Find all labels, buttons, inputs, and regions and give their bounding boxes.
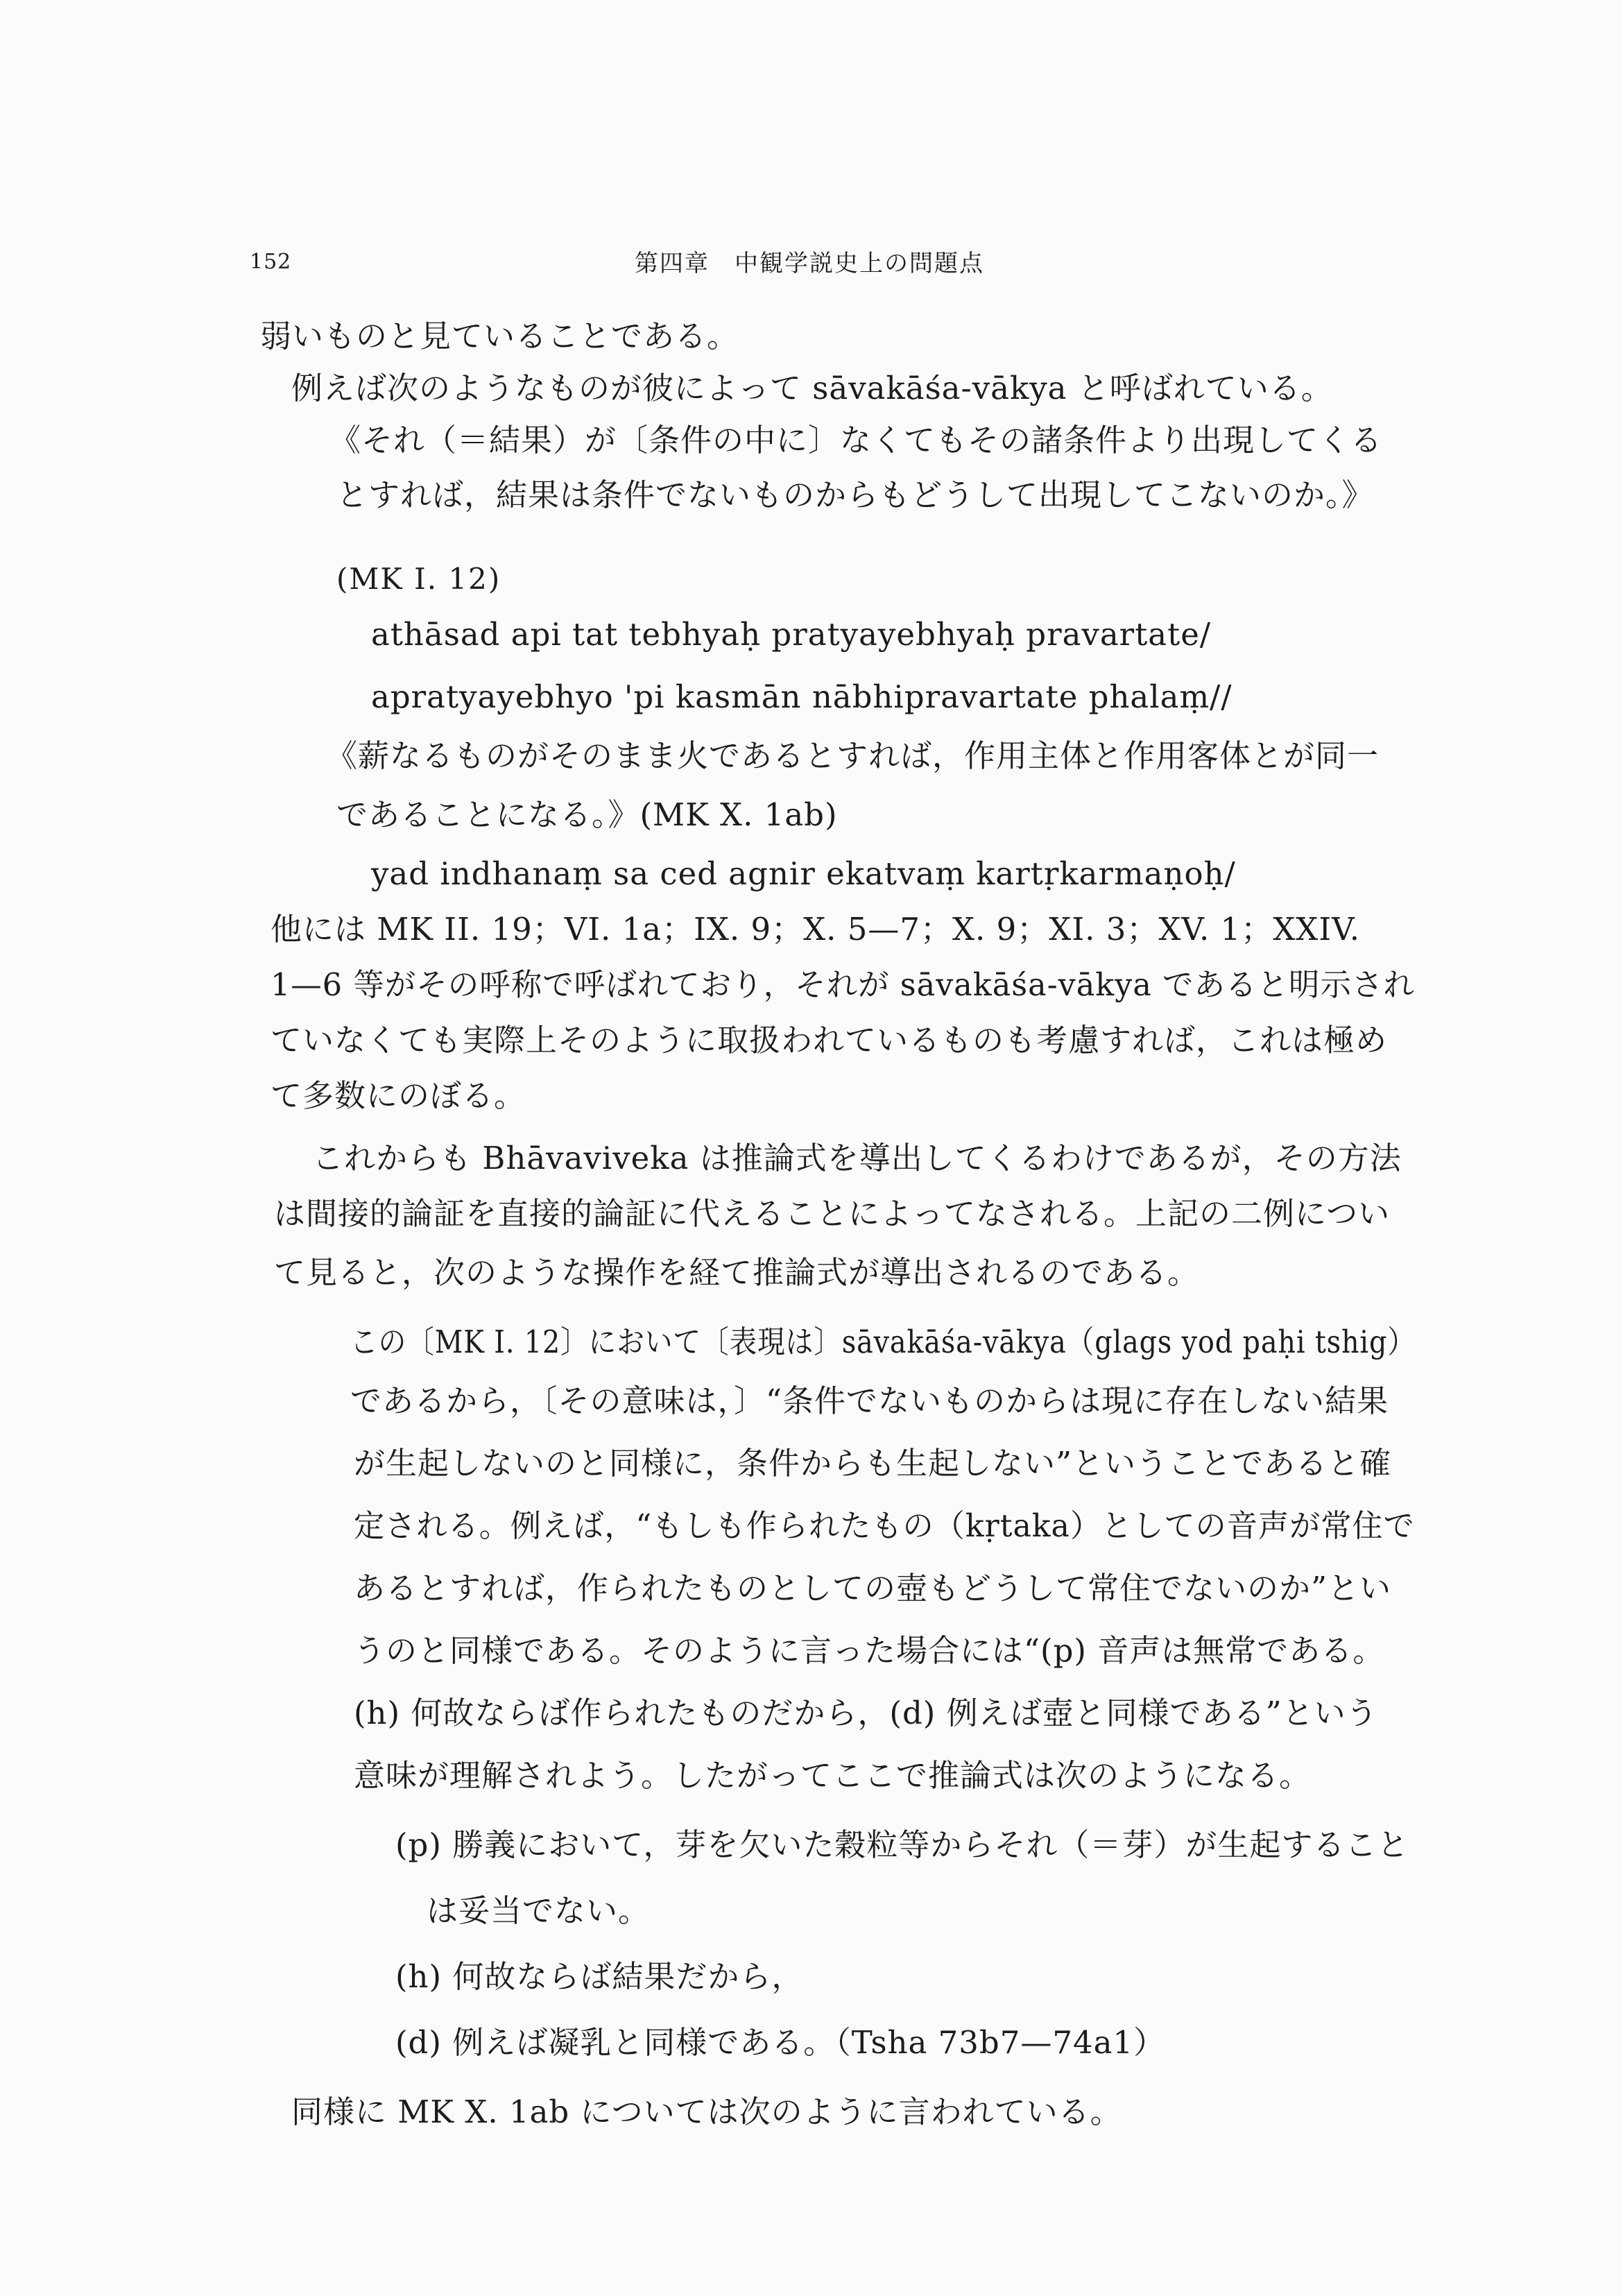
quote-line: が生起しないのと同様に，条件からも生起しない”ということであると確 [354,1445,1392,1482]
text-line: て見ると，次のような操作を経て推論式が導出されるのである。 [274,1254,1200,1291]
running-title: 第四章 中観学説史上の問題点 [635,250,984,277]
text-line: 同様に MK X. 1ab については次のように言われている。 [291,2093,1122,2130]
text-line: これからも Bhāvaviveka は推論式を導出してくるわけであるが，その方法 [312,1140,1402,1176]
text-line: は間接的論証を直接的論証に代えることによってなされる。上記の二例につい [274,1195,1391,1232]
citation-line: (MK I. 12) [336,562,501,596]
text-line: 例えば次のようなものが彼によって sāvakāśa-vākya と呼ばれている。 [291,370,1333,406]
quote-line: この〔MK I. 12〕において〔表現は〕sāvakāśa-vākya（glags yod paḥi tshig） [350,1323,1416,1360]
quote-line: 定される。例えば，“もしも作られたもの（kṛtaka）としての音声が常住で [354,1507,1415,1544]
text-line: ていなくても実際上そのように取扱われているものも考慮すれば，これは極め [270,1022,1388,1059]
syllogism-line: は妥当でない。 [427,1892,651,1929]
quote-line: とすれば，結果は条件でないものからもどうして出現してこないのか。》 [336,477,1374,513]
syllogism-line: (p) 勝義において，芽を欠いた穀粒等からそれ（＝芽）が生起すること [395,1826,1409,1863]
quote-line: (h) 何故ならば作られたものだから，(d) 例えば壺と同様である”という [354,1695,1378,1731]
page-number: 152 [250,250,292,274]
text-line: 他には MK II. 19；VI. 1a；IX. 9；X. 5—7；X. 9；XI. 3；XV. 1；XXIV. [270,911,1361,948]
quote-line: であるから，〔その意味は，〕“条件でないものからは現に存在しない結果 [350,1382,1389,1419]
syllogism-line: (d) 例えば凝乳と同様である。（Tsha 73b7—74a1） [395,2024,1166,2061]
sanskrit-line: apratyayebhyo 'pi kasmān nābhipravartate phalaṃ// [371,678,1233,715]
quote-line: 《それ（＝結果）が〔条件の中に〕なくてもその諸条件より出現してくる [329,422,1383,459]
text-line: て多数にのぼる。 [270,1077,526,1114]
sanskrit-line: athāsad api tat tebhyaḥ pratyayebhyaḥ pravartate/ [371,616,1211,653]
quote-line: うのと同様である。そのように言った場合には“(p) 音声は無常である。 [354,1632,1385,1669]
quote-line: あるとすれば，作られたものとしての壺もどうして常住でないのか”とい [354,1570,1392,1607]
sanskrit-line: yad indhanaṃ sa ced agnir ekatvaṃ kartṛkarmaṇoḥ/ [371,855,1236,892]
quote-line: 意味が理解されよう。したがってここで推論式は次のようになる。 [354,1757,1312,1794]
text-line: 弱いものと見ていることである。 [260,318,739,354]
syllogism-line: (h) 何故ならば結果だから， [395,1958,804,1995]
text-line: 1—6 等がその呼称で呼ばれており，それが sāvakāśa-vākya であると明示され [270,966,1415,1003]
quote-line: であることになる。》(MK X. 1ab) [336,796,838,833]
quote-line: 《薪なるものがそのまま火であるとすれば，作用主体と作用客体とが同一 [326,737,1380,774]
